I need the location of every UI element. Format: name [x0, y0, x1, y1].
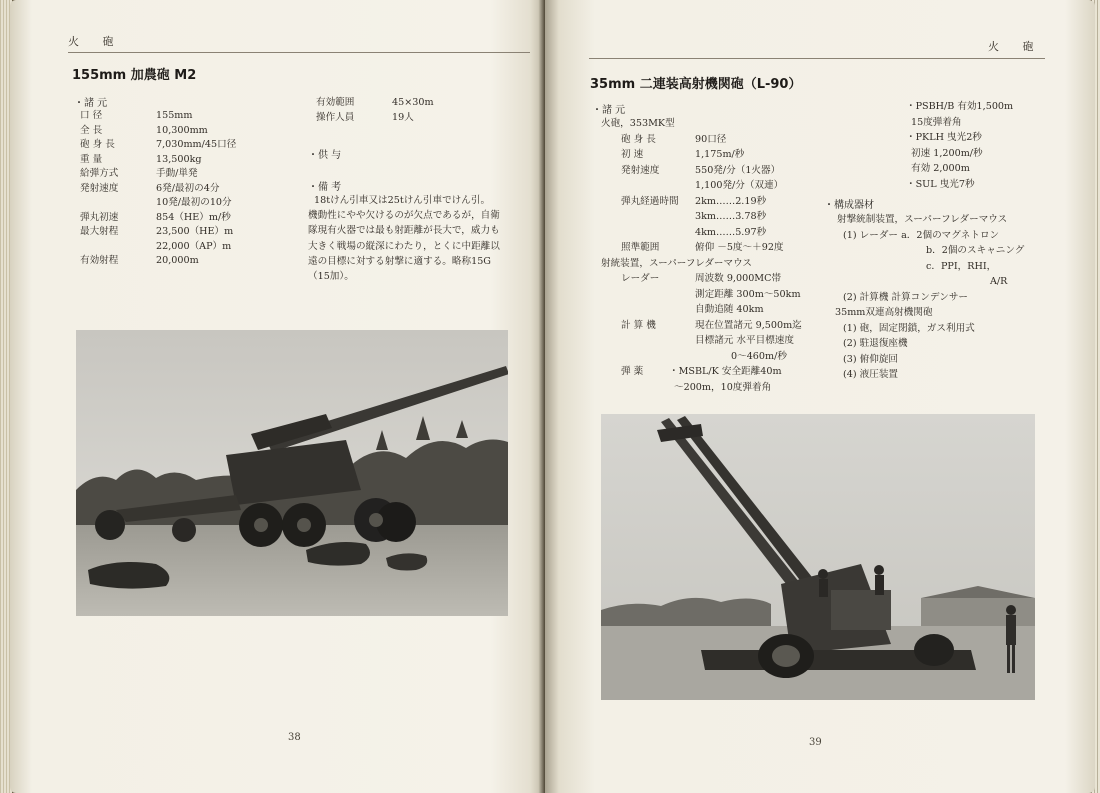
component-line: (1) 砲，固定閉鎖，ガス利用式 — [843, 322, 975, 334]
remarks-line: （15加）。 — [308, 271, 354, 282]
spec-label: 弾 薬 — [621, 366, 644, 377]
spec-value: 45×30m — [392, 97, 434, 108]
spec-value: 7,030mm/45口径 — [156, 139, 237, 150]
spec-label: 計 算 機 — [621, 319, 656, 331]
remarks-line: 18tけん引車又は25tけん引車でけん引。 — [314, 195, 491, 206]
spec-label: 弾丸経過時間 — [621, 195, 679, 207]
spec-value: 4km……5.97秒 — [695, 226, 767, 238]
spec-value: 19人 — [392, 112, 414, 123]
spec-value: ～200m，10度弾着角 — [674, 381, 772, 393]
component-line: 35mm双連高射機関砲 — [835, 307, 933, 318]
spec-value: 6発/最初の4分 — [156, 182, 220, 194]
spec-label: 口 径 — [80, 110, 103, 121]
spec-value: 測定距離 300m～50km — [695, 288, 801, 300]
spec-value: 3km……3.78秒 — [695, 211, 767, 222]
spec-label: 発射速度 — [80, 182, 119, 194]
spec-value: 13,500kg — [156, 153, 202, 165]
photo-155mm-gun — [76, 330, 508, 616]
component-line: (2) 計算機 計算コンデンサー — [843, 291, 969, 303]
spec-value: 1,100発/分（双連） — [695, 180, 784, 191]
spec-value: 周波数 9,000MC帯 — [695, 273, 782, 284]
ammo-line: ・PSBH/B 有効1,500m — [906, 101, 1014, 112]
spec-value: 1,175m/秒 — [695, 149, 745, 160]
spec-label: 有効射程 — [80, 255, 119, 266]
remarks-line: 大きく戦場の縦深にわたり，とくに中距離以 — [308, 240, 500, 252]
spec-label: 弾丸初速 — [80, 211, 119, 223]
spec-label: レーダー — [621, 273, 660, 284]
page-39 — [545, 0, 1095, 793]
spec-label: 給弾方式 — [80, 168, 119, 179]
spec-value: 23,500（HE）m — [156, 226, 234, 237]
spec-value: 10発/最初の10分 — [156, 197, 232, 208]
remarks-line: 機動性にやや欠けるのが欠点であるが，自衛 — [308, 210, 500, 222]
spec-value: 90口径 — [695, 133, 727, 145]
header-rule-left — [68, 52, 530, 53]
page-title-left: 155mm 加農砲 M2 — [72, 68, 197, 83]
component-line: (3) 俯仰旋回 — [843, 353, 899, 365]
photo-35mm-twin-aa-gun — [601, 414, 1035, 700]
page-title-right: 35mm 二連装高射機関砲（L-90） — [590, 77, 802, 92]
spec-label: 火砲，353MK型 — [601, 118, 675, 129]
page-number-left: 38 — [288, 732, 301, 743]
page-38 — [10, 0, 545, 793]
spec-label: 有効範囲 — [316, 97, 355, 108]
specs-heading-right: ・諸 元 — [592, 105, 626, 116]
remarks-heading: ・備 考 — [308, 182, 342, 193]
spec-value: 550発/分（1火器） — [695, 164, 781, 176]
ammo-line: ・PKLH 曳光2秒 — [906, 132, 982, 143]
spec-value: 2km……2.19秒 — [695, 195, 767, 207]
supply-heading: ・供 与 — [308, 150, 342, 161]
spec-value: 854（HE）m/秒 — [156, 211, 231, 223]
spec-value: ・MSBL/K 安全距離40m — [669, 366, 782, 377]
spec-value: 俯仰 －5度～＋92度 — [695, 242, 784, 253]
component-line: (1) レーダー a．2個のマグネトロン — [843, 229, 1000, 241]
remarks-line: 隊現有火器では最も射距離が長大で，威力も — [308, 225, 500, 237]
spec-label: 操作人員 — [316, 112, 355, 123]
spec-value: 22,000（AP）m — [156, 240, 232, 252]
spec-value: 0～460m/秒 — [731, 350, 787, 362]
header-rule-right — [589, 58, 1045, 59]
running-header-left: 火 砲 — [68, 35, 124, 48]
ammo-line: ・SUL 曳光7秒 — [906, 178, 975, 190]
spec-value: 手動/単発 — [156, 168, 198, 179]
components-heading: ・構成器材 — [824, 200, 874, 211]
spec-label: 照準範囲 — [621, 242, 660, 253]
spec-label: 射統装置，スーパーフレダーマウス — [601, 257, 753, 269]
spec-label: 重 量 — [80, 153, 103, 165]
component-line: c．PPI，RHI， — [926, 260, 997, 272]
page-number-right: 39 — [809, 737, 822, 748]
remarks-line: 遠の目標に対する射撃に適する。略称15G — [308, 255, 491, 267]
spec-value: 20,000m — [156, 255, 199, 266]
spec-label: 最大射程 — [80, 226, 119, 237]
component-line: (4) 液圧装置 — [843, 369, 899, 380]
spec-label: 発射速度 — [621, 164, 660, 176]
spec-value: 10,300mm — [156, 124, 208, 136]
ammo-line: 15度弾着角 — [911, 116, 962, 128]
running-header-right: 火 砲 — [988, 40, 1044, 53]
component-line: 射撃統制装置，スーパーフレダーマウス — [837, 214, 1008, 225]
spec-label: 砲 身 長 — [80, 139, 115, 150]
spec-value: 目標諸元 水平目標速度 — [695, 335, 794, 346]
spec-value: 現在位置諸元 9,500m迄 — [695, 319, 802, 331]
component-line: (2) 駐退復座機 — [843, 338, 908, 349]
ammo-line: 有効 2,000m — [911, 163, 970, 174]
ammo-line: 初速 1,200m/秒 — [911, 147, 983, 159]
specs-heading-left: ・諸 元 — [74, 98, 108, 109]
spec-label: 砲 身 長 — [621, 133, 656, 145]
spec-value: 155mm — [156, 110, 193, 121]
spec-label: 全 長 — [80, 124, 103, 136]
spec-label: 初 速 — [621, 149, 644, 160]
component-line: b．2個のスキャニング — [926, 245, 1025, 256]
spec-value: 自動追随 40km — [695, 304, 764, 315]
component-line: A/R — [990, 276, 1008, 287]
